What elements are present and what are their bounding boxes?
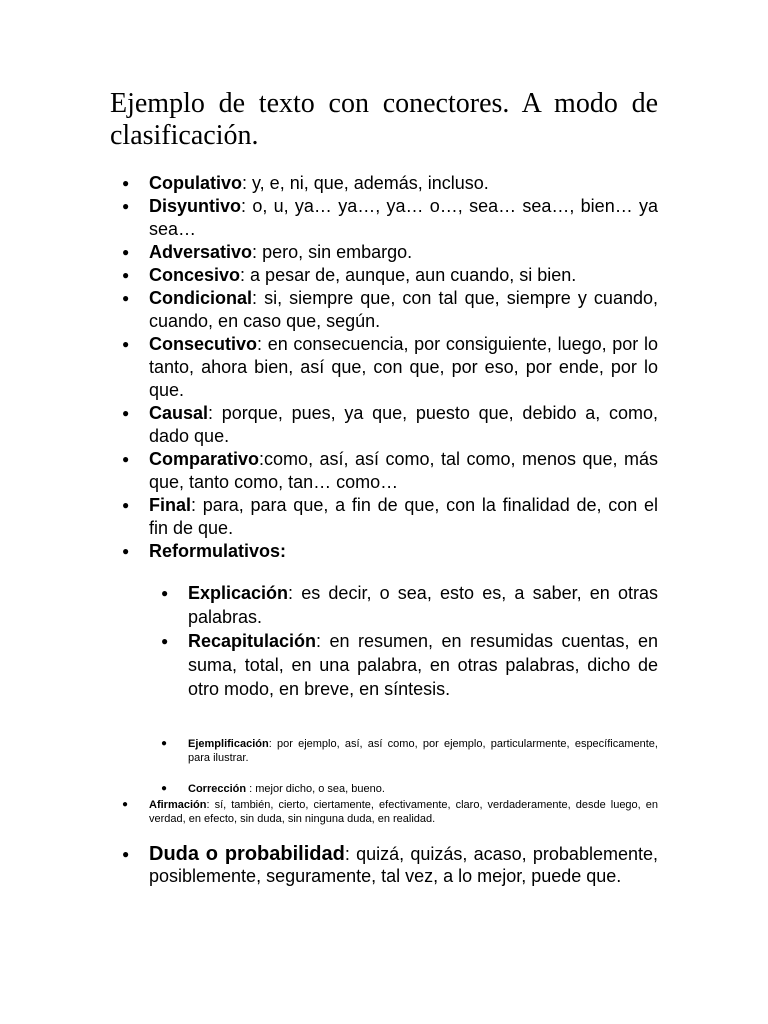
item-term: Condicional <box>149 288 252 308</box>
list-item: ● Copulativo: y, e, ni, que, además, incluso. <box>122 173 489 193</box>
bullet-icon: ● <box>122 406 130 420</box>
item-term: Copulativo <box>149 173 242 193</box>
list-item <box>122 540 658 563</box>
bullet-icon: ● <box>122 176 130 190</box>
item-text: porque, pues, ya que, puesto que, debido a, como, dado que. <box>149 403 658 446</box>
list-item: ● Final: para, para que, a fin de que, con la finalidad de, con el fin de que. <box>122 495 658 538</box>
item-text: en resumen, en resumidas cuentas, en suma, total, en una palabra, en otras palabras, dicho de otro modo, en breve, en síntesis. <box>188 631 658 699</box>
bullet-icon: ● <box>122 799 129 810</box>
bullet-icon: ● <box>122 847 130 861</box>
bullet-icon: ● <box>122 199 130 213</box>
item-term: Ejemplificación <box>188 738 269 750</box>
item-text: quizá, quizás, acaso, probablemente, posiblemente, seguramente, tal vez, a lo mejor, puede que. <box>149 844 658 886</box>
list-item-afirmacion: ● Afirmación: sí, también, cierto, ciertamente, efectivamente, claro, verdaderamente, desde luego, en verdad, en efecto, sin duda, sin ninguna duda, en realidad. <box>122 799 658 825</box>
item-term: Afirmación <box>149 799 207 811</box>
item-term: Corrección <box>188 783 247 795</box>
bullet-icon: ● <box>122 452 130 466</box>
bullet-icon: ● <box>122 268 130 282</box>
item-text: es decir, o sea, esto es, a saber, en otras palabras. <box>188 583 658 627</box>
list-item: ● Causal: porque, pues, ya que, puesto que, debido a, como, dado que. <box>122 403 658 446</box>
list-item-duda: ● Duda o probabilidad: quizá, quizás, acaso, probablemente, posiblemente, seguramente, tal vez, a lo mejor, puede que. <box>122 843 658 886</box>
list-item: ● Recapitulación: en resumen, en resumidas cuentas, en suma, total, en una palabra, en otras palabras, dicho de otro modo, en breve, en síntesis. <box>161 631 658 699</box>
item-text: a pesar de, aunque, aun cuando, si bien. <box>250 265 577 285</box>
item-term: Final <box>149 495 192 515</box>
bullet-icon: ● <box>122 544 130 558</box>
item-term: Reformulativos: <box>149 541 287 561</box>
bullet-icon: ● <box>122 498 130 512</box>
document-title: Ejemplo de texto con conectores. A modo de clasificación. <box>110 88 658 151</box>
item-text: y, e, ni, que, además, incluso. <box>252 173 489 193</box>
list-item: ● Adversativo: pero, sin embargo. <box>122 242 413 262</box>
bullet-icon: ● <box>122 337 130 351</box>
item-term: Recapitulación <box>188 631 317 651</box>
item-term: Causal <box>149 403 209 423</box>
reformulativos-sublist <box>161 581 658 701</box>
item-text: para, para que, a fin de que, con la finalidad de, con el fin de que. <box>149 495 658 538</box>
item-term: Explicación <box>188 583 289 603</box>
list-item-ejemplificacion: ● Ejemplificación: por ejemplo, así, así como, por ejemplo, particularmente, específicamente, para ilustrar. <box>161 738 658 764</box>
connector-list <box>122 172 658 563</box>
item-text: por ejemplo, así, así como, por ejemplo, particularmente, específicamente, para ilustrar. <box>188 738 658 764</box>
list-item-correccion: ● Corrección : mejor dicho, o sea, bueno. <box>161 783 385 795</box>
item-text: sí, también, cierto, ciertamente, efectivamente, claro, verdaderamente, desde luego, en verdad, en efecto, sin duda, sin ninguna duda, en realidad. <box>149 799 658 825</box>
list-item: ● Concesivo: a pesar de, aunque, aun cuando, si bien. <box>122 265 577 285</box>
item-term: Duda o probabilidad <box>149 843 345 865</box>
item-term: Disyuntivo <box>149 196 242 216</box>
item-term: Comparativo <box>149 449 260 469</box>
item-text: o, u, ya… ya…, ya… o…, sea… sea…, bien… ya sea… <box>149 196 658 239</box>
item-text: en consecuencia, por consiguiente, luego, por lo tanto, ahora bien, así que, con que, por eso, por ende, por lo que. <box>149 334 658 400</box>
bullet-icon: ● <box>161 634 169 648</box>
list-item: ● Explicación: es decir, o sea, esto es, a saber, en otras palabras. <box>161 583 658 627</box>
bullet-icon: ● <box>161 738 168 749</box>
list-item: ● Disyuntivo: o, u, ya… ya…, ya… o…, sea… sea…, bien… ya sea… <box>122 196 658 239</box>
item-term: Consecutivo <box>149 334 258 354</box>
item-term: Adversativo <box>149 242 253 262</box>
bullet-icon: ● <box>122 245 130 259</box>
item-text: mejor dicho, o sea, bueno. <box>255 783 385 795</box>
list-item: ● Comparativo:como, así, así como, tal como, menos que, más que, tanto como, tan… como… <box>122 449 658 492</box>
item-text: si, siempre que, con tal que, siempre y cuando, cuando, en caso que, según. <box>149 288 658 331</box>
list-item: ● Consecutivo: en consecuencia, por consiguiente, luego, por lo tanto, ahora bien, así que, con que, por eso, por ende, por lo que. <box>122 334 658 400</box>
item-text: como, así, así como, tal como, menos que, más que, tanto como, tan… como… <box>149 449 658 492</box>
list-item: ● Condicional: si, siempre que, con tal que, siempre y cuando, cuando, en caso que, según. <box>122 288 658 331</box>
item-text: pero, sin embargo. <box>262 242 413 262</box>
bullet-icon: ● <box>122 291 130 305</box>
bullet-icon: ● <box>161 783 168 794</box>
item-term: Concesivo <box>149 265 241 285</box>
bullet-icon: ● <box>161 586 169 600</box>
